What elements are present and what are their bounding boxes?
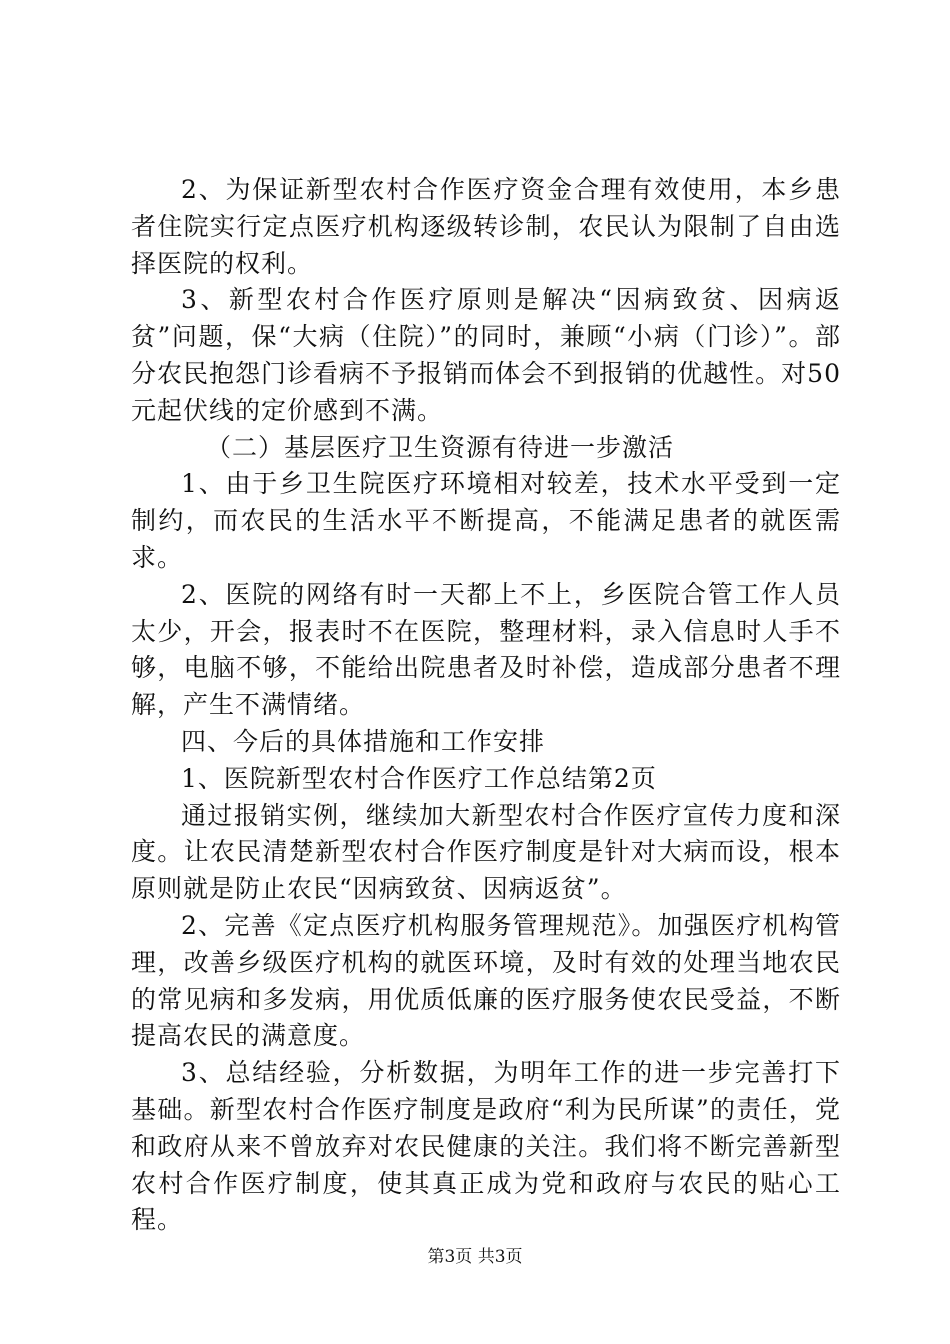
paragraph-5: 1、医院新型农村合作医疗工作总结第2页	[181, 763, 657, 793]
paragraph-6: 通过报销实例，继续加大新型农村合作医疗宣传力度和深度。让农民清楚新型农村合作医疗制度是针对大病而设，根本原则就是防止农民“因病致贫、因病返贫”。	[131, 800, 841, 904]
paragraph-2: 3、新型农村合作医疗原则是解决“因病致贫、因病返贫”问题，保“大病（住院）”的同时，兼顾“小病（门诊）”。部分农民抱怨门诊看病不予报销而体会不到报销的优越性。对50元起伏线的定价感到不满。	[131, 285, 841, 425]
page-footer: 第3页 共3页	[427, 1247, 523, 1267]
paragraph-7: 2、完善《定点医疗机构服务管理规范》。加强医疗机构管理，改善乡级医疗机构的就医环境，及时有效的处理当地农民的常见病和多发病，用优质低廉的医疗服务使农民受益，不断提高农民的满意度。	[131, 910, 841, 1051]
paragraph-4: 2、医院的网络有时一天都上不上，乡医院合管工作人员太少，开会，报表时不在医院，整理材料，录入信息时人手不够，电脑不够，不能给出院患者及时补偿，造成部分患者不理解，产生不满情绪。	[131, 579, 841, 720]
paragraph-8: 3、总结经验，分析数据，为明年工作的进一步完善打下基础。新型农村合作医疗制度是政府“利为民所谋”的责任，党和政府从来不曾放弃对农民健康的关注。我们将不断完善新型农村合作医疗制度，使其真正成为党和政府与农民的贴心工程。	[131, 1058, 841, 1235]
paragraph-3: 1、由于乡卫生院医疗环境相对较差，技术水平受到一定制约，而农民的生活水平不断提高，不能满足患者的就医需求。	[131, 469, 841, 572]
section-heading-4: 四、今后的具体措施和工作安排	[181, 726, 546, 756]
section-heading-2: （二）基层医疗卫生资源有待进一步激活	[206, 432, 675, 462]
paragraph-1: 2、为保证新型农村合作医疗资金合理有效使用，本乡患者住院实行定点医疗机构逐级转诊制，农民认为限制了自由选择医院的权利。	[131, 175, 841, 278]
document-body	[131, 172, 841, 1239]
